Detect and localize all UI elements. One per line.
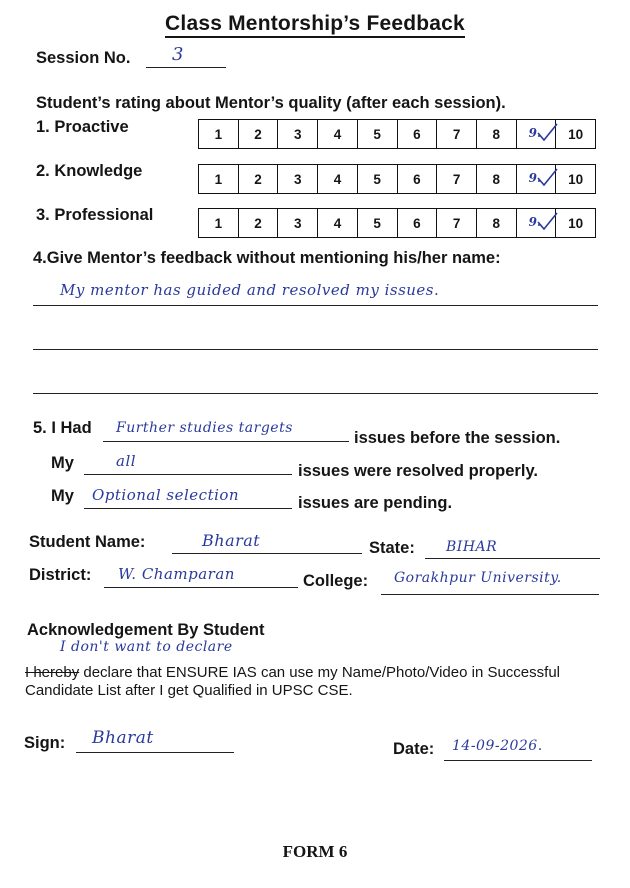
acknowledgement-line-2: Candidate List after I get Qualified in UPSC CSE. [25,682,353,699]
q4-line-1 [33,305,598,306]
rating-number: 10 [568,215,584,231]
college-value: Gorakhpur University. [394,570,562,586]
rating-number: 1 [214,126,223,142]
rating-number: 8 [492,126,501,142]
rating-number: 3 [294,215,302,231]
rating-cell-3[interactable] [278,165,318,193]
rating-number: 5 [373,215,381,231]
district-underline [104,587,298,588]
rating-number: 10 [568,126,584,142]
date-value: 14-09-2026. [452,738,543,754]
student-name-underline [172,553,362,554]
rating-cell-8[interactable] [477,209,517,237]
student-name-value: Bharat [202,531,261,550]
rating-cell-7[interactable] [437,165,477,193]
date-label: Date: [393,740,435,758]
rating-number: 3 [294,126,302,142]
rating-cell-6[interactable] [398,165,438,193]
signature: Bharat [92,728,154,748]
rating-number: 1 [214,215,223,231]
q5-resolved-value: all [116,452,137,470]
rating-cell-6[interactable] [398,120,438,148]
rating-number: 7 [452,126,461,142]
session-value: 3 [172,44,184,65]
q4-answer: My mentor has guided and resolved my issues. [60,281,440,299]
rating-cell-8[interactable] [477,165,517,193]
rating-mark-text: 9. [528,215,542,229]
rating-cell-5[interactable] [358,165,398,193]
state-value: BIHAR [446,539,498,555]
rating-number: 5 [373,171,381,187]
rating-number: 6 [413,171,421,187]
rating-number: 7 [452,215,461,231]
rating-cell-2[interactable] [239,165,279,193]
rating-cell-1[interactable] [199,120,239,148]
rating-cell-5[interactable] [358,209,398,237]
form-number: FORM 6 [282,842,348,861]
rating-cell-3[interactable] [278,209,318,237]
q5-pending-underline [84,508,292,509]
rating-cell-6[interactable] [398,209,438,237]
rating-label-knowledge: 2. Knowledge [36,162,143,180]
rating-cell-4[interactable] [318,165,358,193]
q4-line-2 [33,349,598,350]
struck-text: I hereby [25,664,80,681]
rating-cell-2[interactable] [239,209,279,237]
rating-number: 1 [214,171,223,187]
rating-cell-4[interactable] [318,209,358,237]
rating-cell-7[interactable] [437,120,477,148]
q5-had-underline [103,441,349,442]
rating-number: 4 [333,215,342,231]
q5-pending-value: Optional selection [92,486,240,504]
rating-number: 8 [492,171,501,187]
state-underline [425,558,600,559]
q5-pending-suffix: issues are pending. [298,494,453,512]
rating-cell-10[interactable] [556,165,595,193]
q5-resolved-underline [84,474,292,475]
rating-number: 7 [452,171,461,187]
rating-cell-4[interactable] [318,120,358,148]
rating-cell-9[interactable] [517,209,557,237]
session-label: Session No. [36,49,131,67]
rating-number: 2 [254,215,262,231]
rating-cell-5[interactable] [358,120,398,148]
date-underline [444,760,592,761]
state-label: State: [369,539,415,557]
rating-cell-9[interactable] [517,120,557,148]
session-underline [146,67,226,68]
rating-number: 6 [413,215,421,231]
rating-cell-10[interactable] [556,209,595,237]
rating-label-professional: 3. Professional [36,206,154,224]
acknowledgement-line-1: I hereby declare that ENSURE IAS can use my Name/Photo/Video in Successful [25,664,560,681]
rating-cell-1[interactable] [199,209,239,237]
rating-number: 5 [373,126,381,142]
rating-cell-2[interactable] [239,120,279,148]
sign-label: Sign: [24,734,66,752]
rating-cell-10[interactable] [556,120,595,148]
district-label: District: [29,566,92,584]
rating-cell-8[interactable] [477,120,517,148]
acknowledgement-handwritten-note: I don't want to declare [60,639,233,655]
q4-label: 4.Give Mentor’s feedback without mentioning his/her name: [33,249,501,267]
rating-cell-9[interactable] [517,165,557,193]
rating-cell-3[interactable] [278,120,318,148]
acknowledgement-heading: Acknowledgement By Student [27,621,265,639]
rating-number: 2 [254,171,262,187]
rating-cell-1[interactable] [199,165,239,193]
student-name-label: Student Name: [29,533,146,551]
college-label: College: [303,572,369,590]
rating-scale-knowledge[interactable] [198,164,596,194]
rating-scale-professional[interactable] [198,208,596,238]
rating-mark-text: 9. [528,126,542,140]
rating-scale-proactive[interactable] [198,119,596,149]
rating-number: 4 [333,171,342,187]
q4-line-3 [33,393,598,394]
q5-resolved-suffix: issues were resolved properly. [298,462,538,480]
rating-number: 6 [413,126,421,142]
q5-had-suffix: issues before the session. [354,429,561,447]
rating-number: 3 [294,171,302,187]
rating-label-proactive: 1. Proactive [36,118,129,136]
rating-number: 4 [333,126,342,142]
rating-number: 2 [254,126,262,142]
q5-had-prefix: 5. I Had [33,419,92,437]
q5-had-value: Further studies targets [116,420,293,436]
college-underline [381,594,599,595]
rating-number: 8 [492,215,501,231]
district-value: W. Champaran [118,565,235,583]
rating-heading: Student’s rating about Mentor’s quality (after each session). [36,94,506,112]
rating-cell-7[interactable] [437,209,477,237]
q5-pending-prefix: My [51,487,74,505]
q5-resolved-prefix: My [51,454,74,472]
form-title: Class Mentorship’s Feedback [0,12,630,36]
rating-mark-text: 9. [528,171,542,185]
sign-underline [76,752,234,753]
rating-number: 10 [568,171,584,187]
